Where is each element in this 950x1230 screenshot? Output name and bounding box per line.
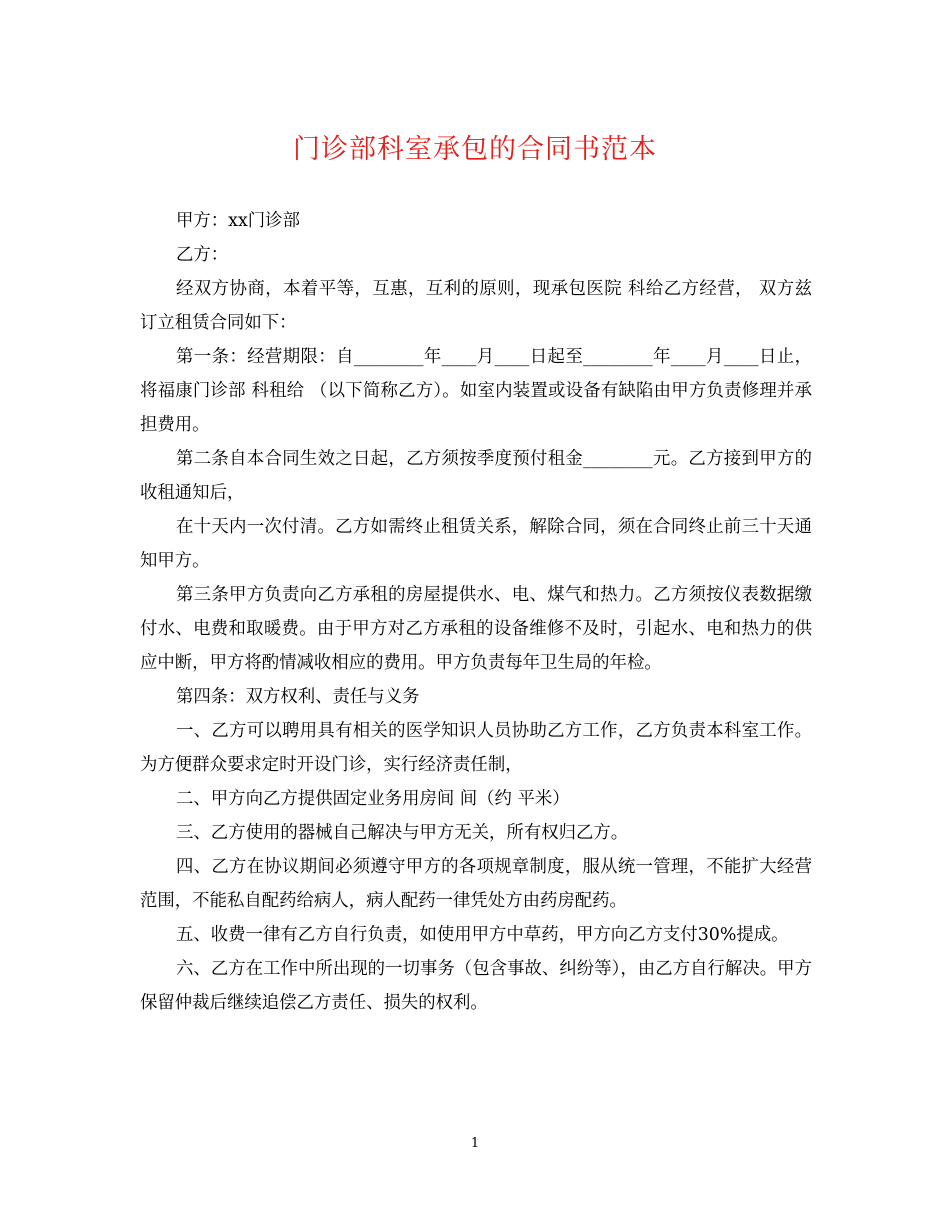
page-title: 门诊部科室承包的合同书范本	[293, 134, 657, 165]
document-body	[140, 204, 812, 1020]
clause-1-paragraph: 一、乙方可以聘用具有相关的医学知识人员协助乙方工作，乙方负责本科室工作。为方便群众要求定时开设门诊，实行经济责任制，	[140, 721, 812, 775]
page-number: 1	[470, 1136, 480, 1151]
clause-5-paragraph: 五、收费一律有乙方自行负责，如使用甲方中草药，甲方向乙方支付30%提成。	[176, 925, 789, 945]
article-1-paragraph: 第一条：经营期限：自________年____月____日起至________年____月____日止，将福康门诊部 科租给 （以下简称乙方）。如室内装置或设备有缺陷由甲方负责修理并承担费用。	[140, 347, 812, 435]
clause-3-paragraph: 三、乙方使用的器械自己解决与甲方无关，所有权归乙方。	[176, 823, 629, 843]
clause-2-paragraph: 二、甲方向乙方提供固定业务用房间 间（约 平米）	[176, 789, 570, 809]
party-b-line: 乙方：	[176, 245, 229, 265]
clause-4-paragraph: 四、乙方在协议期间必须遵守甲方的各项规章制度，服从统一管理，不能扩大经营范围，不能私自配药给病人，病人配药一律凭处方由药房配药。	[140, 857, 812, 911]
clause-6-paragraph: 六、乙方在工作中所出现的一切事务（包含事故、纠纷等），由乙方自行解决。甲方保留仲裁后继续追偿乙方责任、损失的权利。	[140, 959, 812, 1013]
preamble-paragraph: 经双方协商，本着平等，互惠，互利的原则，现承包医院 科给乙方经营， 双方兹订立租赁合同如下：	[140, 279, 812, 333]
party-a-line: 甲方：xx门诊部	[176, 211, 300, 231]
article-2-continued-paragraph: 在十天内一次付清。乙方如需终止租赁关系，解除合同，须在合同终止前三十天通知甲方。	[140, 517, 812, 571]
article-2-paragraph: 第二条自本合同生效之日起，乙方须按季度预付租金________元。乙方接到甲方的收租通知后，	[140, 449, 812, 503]
article-4-heading: 第四条：双方权利、责任与义务	[176, 687, 420, 707]
article-3-paragraph: 第三条甲方负责向乙方承租的房屋提供水、电、煤气和热力。乙方须按仪表数据缴付水、电费和取暖费。由于甲方对乙方承租的设备维修不及时，引起水、电和热力的供应中断，甲方将酌情减收相应的费用。甲方负责每年卫生局的年检。	[140, 585, 812, 673]
